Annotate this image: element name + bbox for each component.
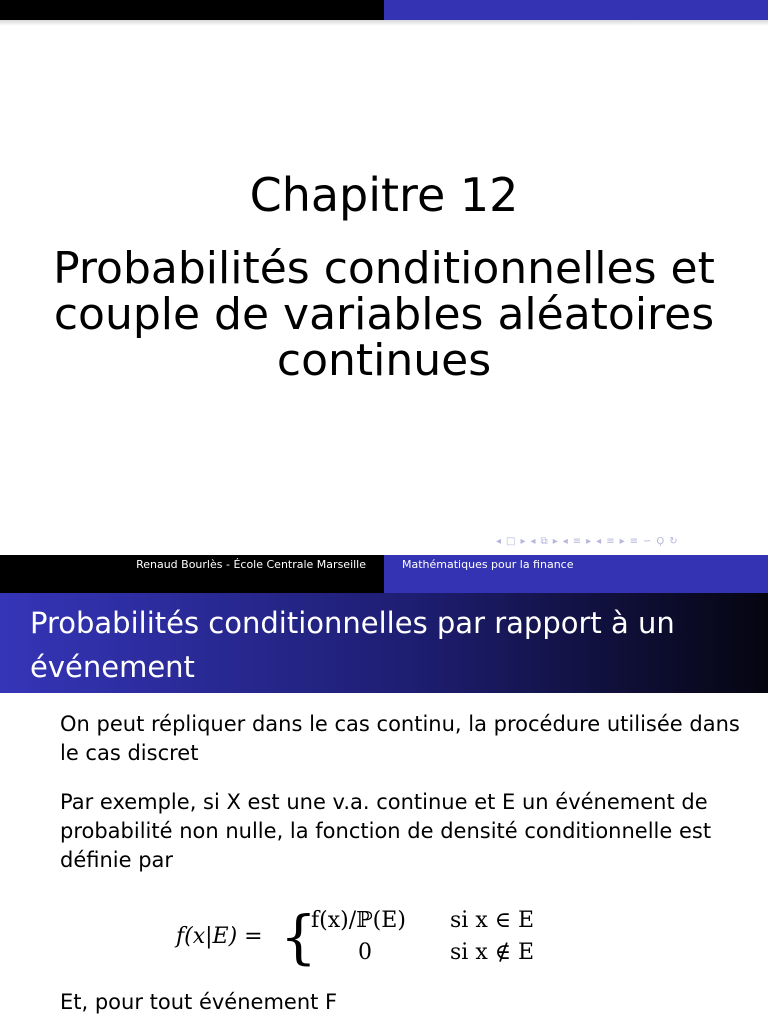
paragraph-2: Par exemple, si X est une v.a. continue et E un événement de probabilité non nulle, la fonction de densité conditionnelle est définie par	[60, 790, 712, 872]
top-banner-left	[0, 0, 384, 20]
formula-brace: {	[280, 903, 317, 971]
formula-condition-1: si x ∈ E	[450, 908, 535, 933]
nav-symbol[interactable]: ▸	[586, 536, 592, 547]
formula-case-1: f(x)/ℙ(E)	[311, 908, 406, 933]
nav-symbol[interactable]: ≡	[606, 536, 615, 547]
slide-body	[60, 710, 740, 895]
nav-symbol[interactable]: ▸	[619, 536, 625, 547]
formula-case-2: 0	[358, 940, 372, 965]
nav-symbol[interactable]: □	[506, 536, 516, 547]
footer-course: Mathématiques pour la finance	[402, 558, 574, 571]
top-banner-right	[384, 0, 768, 20]
nav-symbol[interactable]: ↻	[669, 536, 678, 547]
slide-footer	[0, 555, 768, 593]
beamer-navigation[interactable]	[496, 536, 766, 550]
nav-symbol[interactable]: ◂	[596, 536, 602, 547]
nav-symbol[interactable]: ◂	[562, 536, 568, 547]
paragraph-1: On peut répliquer dans le cas continu, la procédure utilisée dans le cas discret	[60, 712, 740, 765]
frame-title: Probabilités conditionnelles par rapport à un événement	[30, 606, 675, 684]
footer-left	[0, 555, 384, 593]
nav-symbol[interactable]: ◂	[530, 536, 536, 547]
formula-lhs: f(x|E) =	[176, 924, 263, 949]
conditional-density-formula	[0, 903, 768, 971]
frame-title-bar	[0, 593, 768, 693]
nav-symbol[interactable]: Ϙ	[656, 536, 665, 547]
footer-author: Renaud Bourlès - École Centrale Marseille	[136, 558, 366, 571]
nav-symbol[interactable]: ⧉	[540, 536, 548, 547]
nav-symbol[interactable]: ◂	[496, 536, 502, 547]
paragraph-3: Et, pour tout événement F	[60, 990, 338, 1014]
slide-title: Probabilités conditionnelles et couple de variables aléatoires continues	[53, 243, 715, 386]
nav-symbol[interactable]: ▸	[552, 536, 558, 547]
top-banner	[0, 0, 768, 20]
nav-symbol[interactable]: ∽	[643, 536, 652, 547]
formula-condition-2: si x ∉ E	[450, 940, 535, 965]
nav-symbol[interactable]: ≡	[572, 536, 582, 547]
nav-symbol[interactable]: ≡	[629, 536, 639, 547]
banner-shadow	[0, 20, 768, 26]
chapter-title: Chapitre 12	[249, 168, 519, 222]
footer-right	[384, 555, 768, 593]
nav-symbol[interactable]: ▸	[520, 536, 526, 547]
